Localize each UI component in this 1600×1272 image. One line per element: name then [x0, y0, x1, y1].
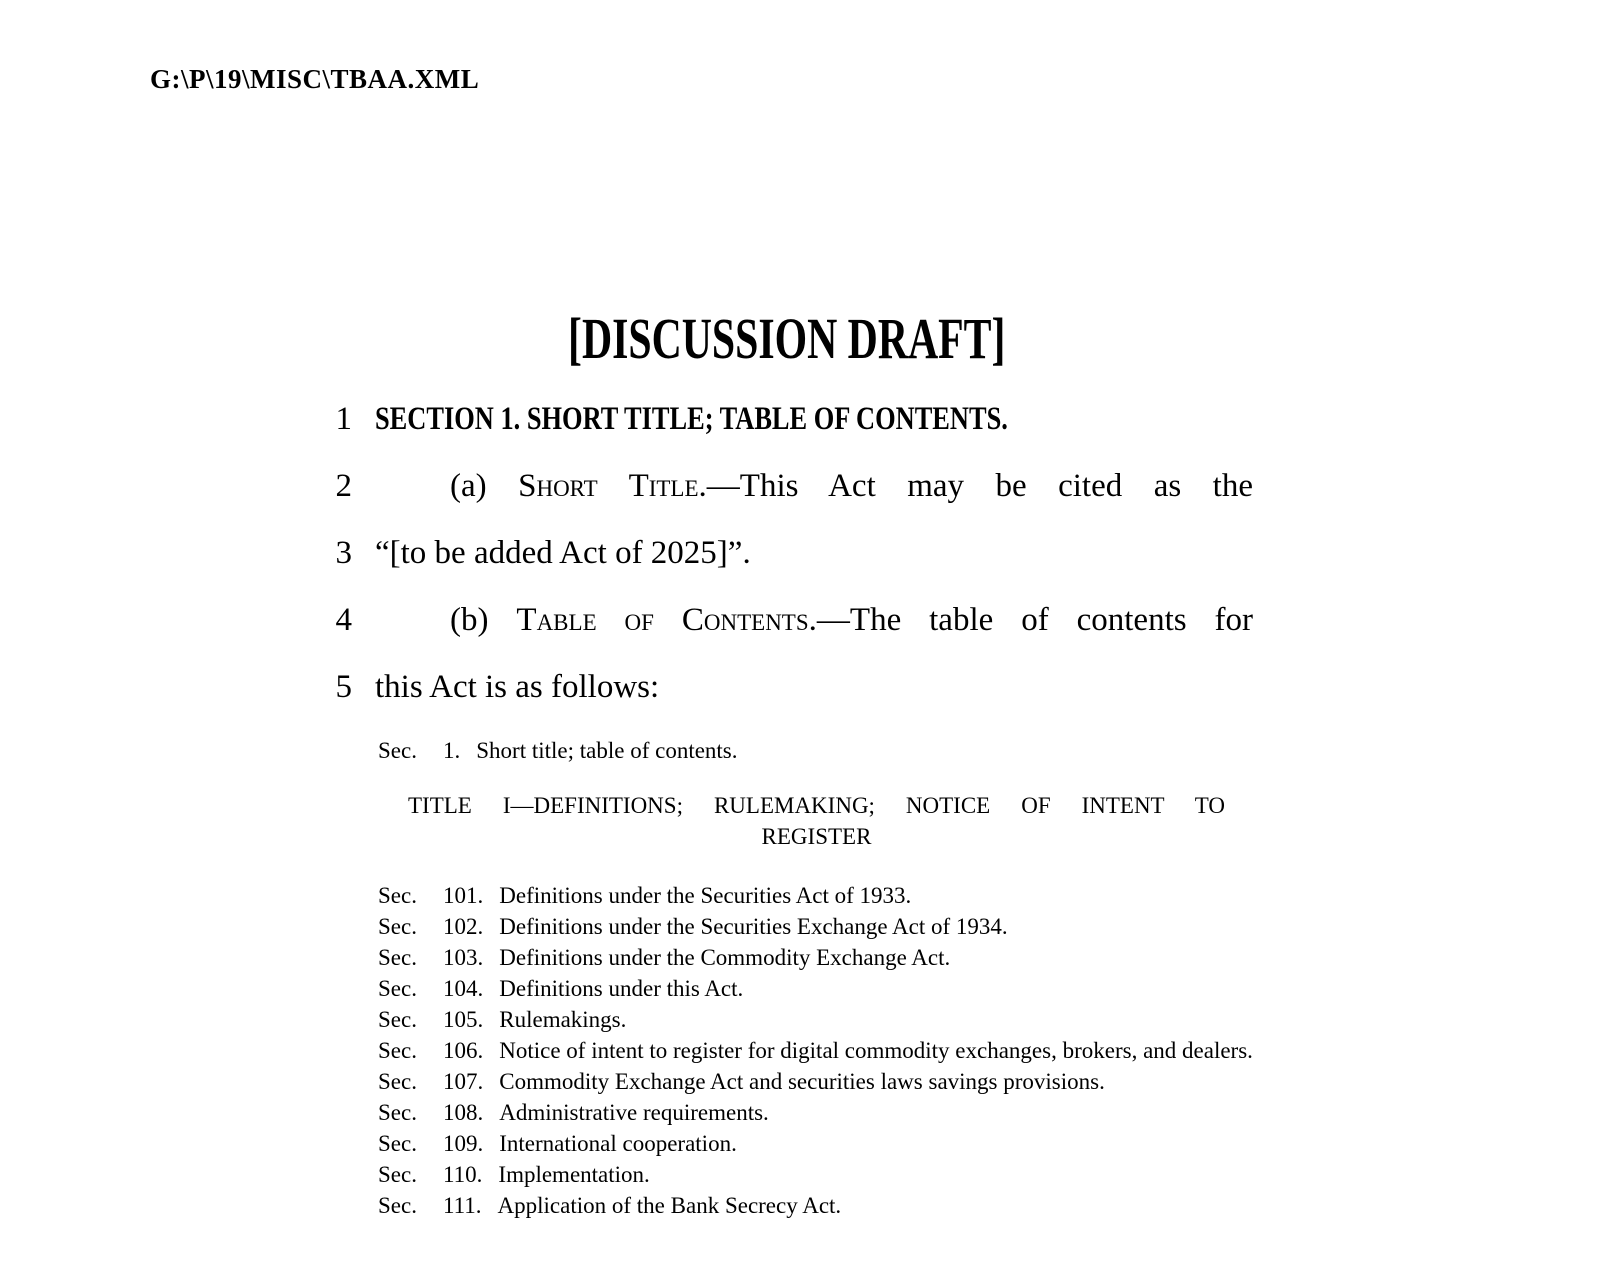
- discussion-draft-text: [DISCUSSION DRAFT]: [567, 306, 1006, 371]
- toc-sec-label: Sec.: [378, 1162, 417, 1187]
- line-row: [320, 654, 1253, 721]
- body-line: this Act is as follows:: [375, 669, 660, 705]
- body-line-smallcaps: Table of Contents: [516, 602, 809, 638]
- body-line: [375, 587, 1253, 654]
- toc-item-number: 1.: [443, 738, 461, 763]
- toc-title-heading: [408, 790, 1225, 852]
- line-number: 3: [335, 535, 352, 571]
- toc-item: [378, 973, 1255, 1004]
- line-number: 2: [335, 468, 352, 504]
- toc-sec-label: Sec.: [378, 1193, 417, 1218]
- toc-sec-label: Sec.: [378, 738, 417, 763]
- body-line-prefix: (b): [450, 602, 517, 638]
- body-line-rest: .—This Act may be cited as the: [698, 468, 1253, 504]
- toc-item: [378, 1190, 1255, 1221]
- toc-item-text: Rulemakings.: [499, 1007, 627, 1032]
- table-of-contents: [378, 735, 1255, 1221]
- toc-item-number: 103.: [443, 945, 484, 970]
- toc-sec-label: Sec.: [378, 1069, 417, 1094]
- body-line-prefix: (a): [450, 468, 519, 504]
- line-row: [320, 520, 1253, 587]
- toc-item-text: Definitions under the Securities Act of 1933.: [499, 883, 912, 908]
- toc-item-number: 111.: [443, 1193, 482, 1218]
- toc-item-number: 102.: [443, 914, 484, 939]
- toc-sec-label: Sec.: [378, 883, 417, 908]
- body-line-smallcaps: Short Title: [518, 468, 699, 504]
- toc-item: [378, 911, 1255, 942]
- toc-item-text: Short title; table of contents.: [476, 738, 738, 763]
- line-row: [320, 453, 1253, 520]
- body-line: “[to be added Act of 2025]”.: [375, 535, 751, 571]
- toc-item: [378, 1159, 1255, 1190]
- toc-item-number: 106.: [443, 1038, 484, 1063]
- toc-item: [378, 1035, 1255, 1066]
- toc-item-text: Definitions under this Act.: [499, 976, 744, 1001]
- toc-item-number: 110.: [443, 1162, 483, 1187]
- toc-item-text: Definitions under the Commodity Exchange Act.: [499, 945, 951, 970]
- toc-sec-label: Sec.: [378, 945, 417, 970]
- toc-title-line: REGISTER: [761, 824, 872, 849]
- toc-title-line: TITLE I—DEFINITIONS; RULEMAKING; NOTICE OF INTENT TO: [408, 793, 1225, 818]
- numbered-lines: [320, 386, 1253, 721]
- toc-item-text: Implementation.: [498, 1162, 650, 1187]
- toc-sec-label: Sec.: [378, 1100, 417, 1125]
- toc-item-text: Commodity Exchange Act and securities laws savings provisions.: [499, 1069, 1105, 1094]
- toc-item-number: 107.: [443, 1069, 484, 1094]
- line-number: 1: [335, 401, 352, 437]
- section-heading: [375, 386, 1253, 453]
- file-path: G:\P\19\MISC\TBAA.XML: [150, 64, 480, 94]
- toc-item: [378, 1066, 1255, 1097]
- line-row: [320, 386, 1253, 453]
- toc-item-number: 105.: [443, 1007, 484, 1032]
- body-line-rest: .—The table of contents for: [808, 602, 1253, 638]
- line-number: 5: [335, 669, 352, 705]
- section-heading-text: SECTION 1. SHORT TITLE; TABLE OF CONTENTS.: [375, 401, 1008, 437]
- toc-item: [378, 880, 1255, 911]
- discussion-draft-banner: [320, 305, 1253, 372]
- toc-item: [378, 942, 1255, 973]
- toc-sec-label: Sec.: [378, 1038, 417, 1063]
- line-number: 4: [335, 602, 352, 638]
- toc-item-number: 104.: [443, 976, 484, 1001]
- toc-item-text: International cooperation.: [499, 1131, 737, 1156]
- toc-item: [378, 1128, 1255, 1159]
- toc-item: [378, 735, 1255, 766]
- toc-sec-label: Sec.: [378, 914, 417, 939]
- toc-item: [378, 1097, 1255, 1128]
- toc-item-text: Application of the Bank Secrecy Act.: [497, 1193, 842, 1218]
- toc-item-text: Definitions under the Securities Exchange Act of 1934.: [499, 914, 1008, 939]
- toc-item-number: 108.: [443, 1100, 484, 1125]
- toc-sec-label: Sec.: [378, 1007, 417, 1032]
- toc-item-text: Notice of intent to register for digital commodity exchanges, brokers, and dealers.: [499, 1038, 1253, 1063]
- toc-item: [378, 1004, 1255, 1035]
- toc-item-number: 109.: [443, 1131, 484, 1156]
- body-line: [375, 453, 1253, 520]
- toc-item-text: Administrative requirements.: [499, 1100, 769, 1125]
- toc-item-number: 101.: [443, 883, 484, 908]
- toc-sec-label: Sec.: [378, 1131, 417, 1156]
- toc-sec-label: Sec.: [378, 976, 417, 1001]
- line-row: [320, 587, 1253, 654]
